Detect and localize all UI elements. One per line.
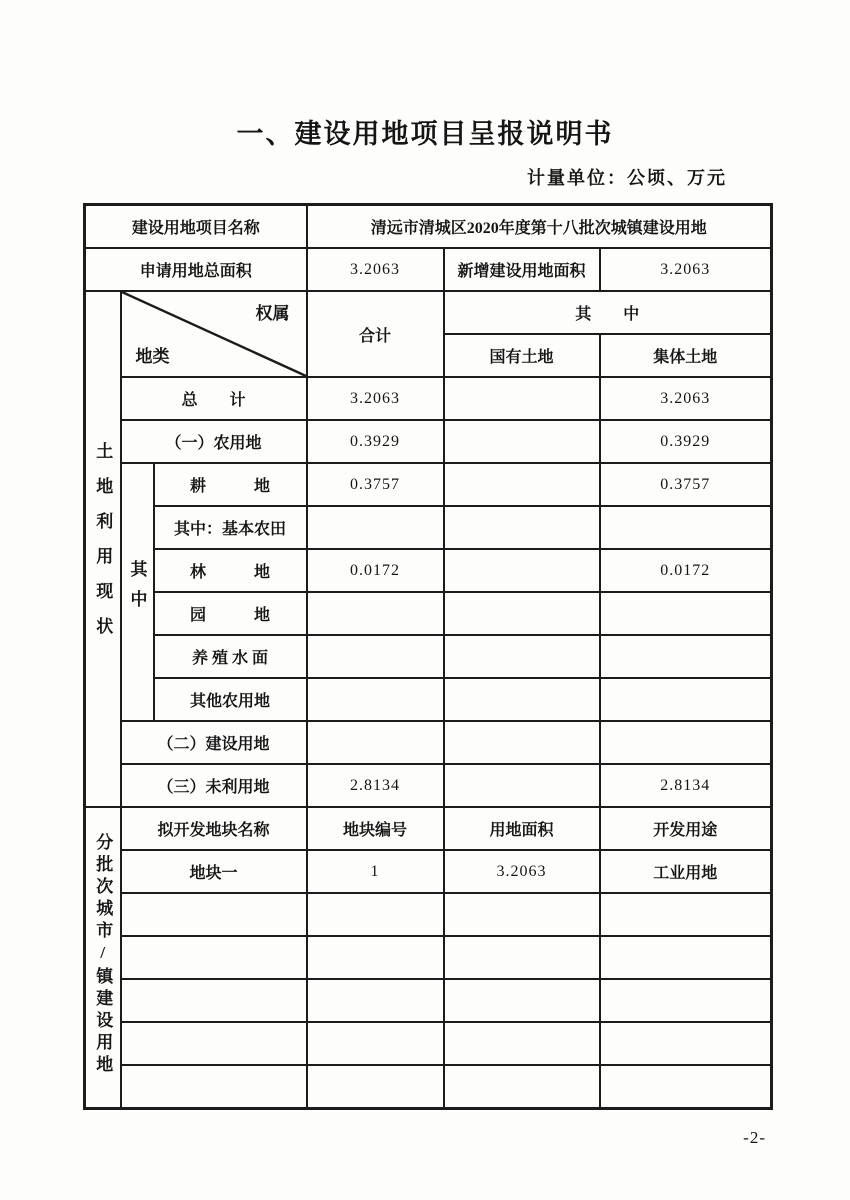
block-area [444, 936, 600, 979]
diagonal-header-landtype: 地类 [135, 347, 170, 366]
table-row [85, 1065, 772, 1109]
column-header-block-purpose: 开发用途 [600, 807, 772, 850]
table-row [85, 893, 772, 936]
block-number [307, 936, 444, 979]
block-area [444, 1065, 600, 1109]
state-value [444, 721, 600, 764]
table-row [85, 721, 772, 764]
block-name [121, 1022, 307, 1065]
state-value [444, 592, 600, 635]
collective-value: 0.3757 [600, 463, 772, 506]
table-row [85, 979, 772, 1022]
measurement-unit-note: 计量单位：公顷、万元 [527, 168, 727, 188]
block-number [307, 979, 444, 1022]
total-value [307, 592, 444, 635]
state-value [444, 506, 600, 549]
block-area [444, 979, 600, 1022]
land-use-report-table [83, 203, 773, 1110]
collective-value: 2.8134 [600, 764, 772, 807]
table-row [85, 635, 772, 678]
block-purpose [600, 893, 772, 936]
state-value [444, 678, 600, 721]
block-purpose [600, 1065, 772, 1109]
column-header-block-name: 拟开发地块名称 [121, 807, 307, 850]
state-value [444, 420, 600, 463]
table-row [85, 377, 772, 420]
project-name-label: 建设用地项目名称 [85, 205, 307, 249]
table-row [85, 205, 772, 249]
total-value: 3.2063 [307, 377, 444, 420]
land-use-status-vertical-label: 土地利用现状 [85, 291, 121, 807]
total-area-value: 3.2063 [307, 248, 444, 291]
row-label: 总 计 [121, 377, 307, 420]
block-area [444, 893, 600, 936]
row-label: 养 殖 水 面 [154, 635, 307, 678]
state-value [444, 549, 600, 592]
row-label: 林 地 [154, 549, 307, 592]
among-vertical-label: 其中 [121, 463, 154, 721]
total-value: 0.0172 [307, 549, 444, 592]
collective-value [600, 635, 772, 678]
block-area [444, 1022, 600, 1065]
diagonal-header-cell [121, 291, 307, 377]
column-header-total: 合计 [307, 291, 444, 377]
collective-value: 0.3929 [600, 420, 772, 463]
diagonal-header-ownership: 权属 [255, 304, 290, 323]
collective-value: 3.2063 [600, 377, 772, 420]
table-row [85, 678, 772, 721]
block-area: 3.2063 [444, 850, 600, 893]
block-number [307, 893, 444, 936]
state-value [444, 377, 600, 420]
table-row [85, 549, 772, 592]
row-label: （一）农用地 [121, 420, 307, 463]
column-header-state-land: 国有土地 [444, 334, 600, 377]
row-label: 耕 地 [154, 463, 307, 506]
block-purpose [600, 1022, 772, 1065]
total-value: 0.3757 [307, 463, 444, 506]
state-value [444, 635, 600, 678]
page-title: 一、建设用地项目呈报说明书 [236, 119, 614, 149]
block-name [121, 936, 307, 979]
block-purpose [600, 979, 772, 1022]
total-value [307, 678, 444, 721]
block-name [121, 893, 307, 936]
table-row [85, 463, 772, 506]
total-value [307, 506, 444, 549]
block-purpose [600, 936, 772, 979]
table-header-row [85, 291, 772, 334]
table-row [85, 592, 772, 635]
row-label: （二）建设用地 [121, 721, 307, 764]
total-value: 0.3929 [307, 420, 444, 463]
collective-value [600, 592, 772, 635]
state-value [444, 764, 600, 807]
block-number [307, 1065, 444, 1109]
row-label: 园 地 [154, 592, 307, 635]
block-name [121, 979, 307, 1022]
table-row [85, 850, 772, 893]
batch-construction-vertical-label: 分批次城市/镇建设用地 [85, 807, 121, 1109]
table-row [85, 506, 772, 549]
block-name: 地块一 [121, 850, 307, 893]
table-row [85, 1022, 772, 1065]
new-area-value: 3.2063 [600, 248, 772, 291]
column-header-collective-land: 集体土地 [600, 334, 772, 377]
column-header-block-area: 用地面积 [444, 807, 600, 850]
column-header-block-number: 地块编号 [307, 807, 444, 850]
row-label: （三）未利用地 [121, 764, 307, 807]
state-value [444, 463, 600, 506]
collective-value [600, 721, 772, 764]
table-row [85, 248, 772, 291]
page-number: -2- [743, 1128, 766, 1147]
table-row [85, 420, 772, 463]
collective-value [600, 506, 772, 549]
collective-value [600, 678, 772, 721]
total-value [307, 721, 444, 764]
block-name [121, 1065, 307, 1109]
table-header-row [85, 807, 772, 850]
total-area-label: 申请用地总面积 [85, 248, 307, 291]
total-value [307, 635, 444, 678]
column-header-among: 其 中 [444, 291, 772, 334]
table-row [85, 764, 772, 807]
new-area-label: 新增建设用地面积 [444, 248, 600, 291]
row-label: 其他农用地 [154, 678, 307, 721]
total-value: 2.8134 [307, 764, 444, 807]
table-row [85, 936, 772, 979]
block-purpose: 工业用地 [600, 850, 772, 893]
row-label: 其中：基本农田 [154, 506, 307, 549]
collective-value: 0.0172 [600, 549, 772, 592]
block-number: 1 [307, 850, 444, 893]
block-number [307, 1022, 444, 1065]
project-name-value: 清远市清城区2020年度第十八批次城镇建设用地 [307, 205, 772, 249]
